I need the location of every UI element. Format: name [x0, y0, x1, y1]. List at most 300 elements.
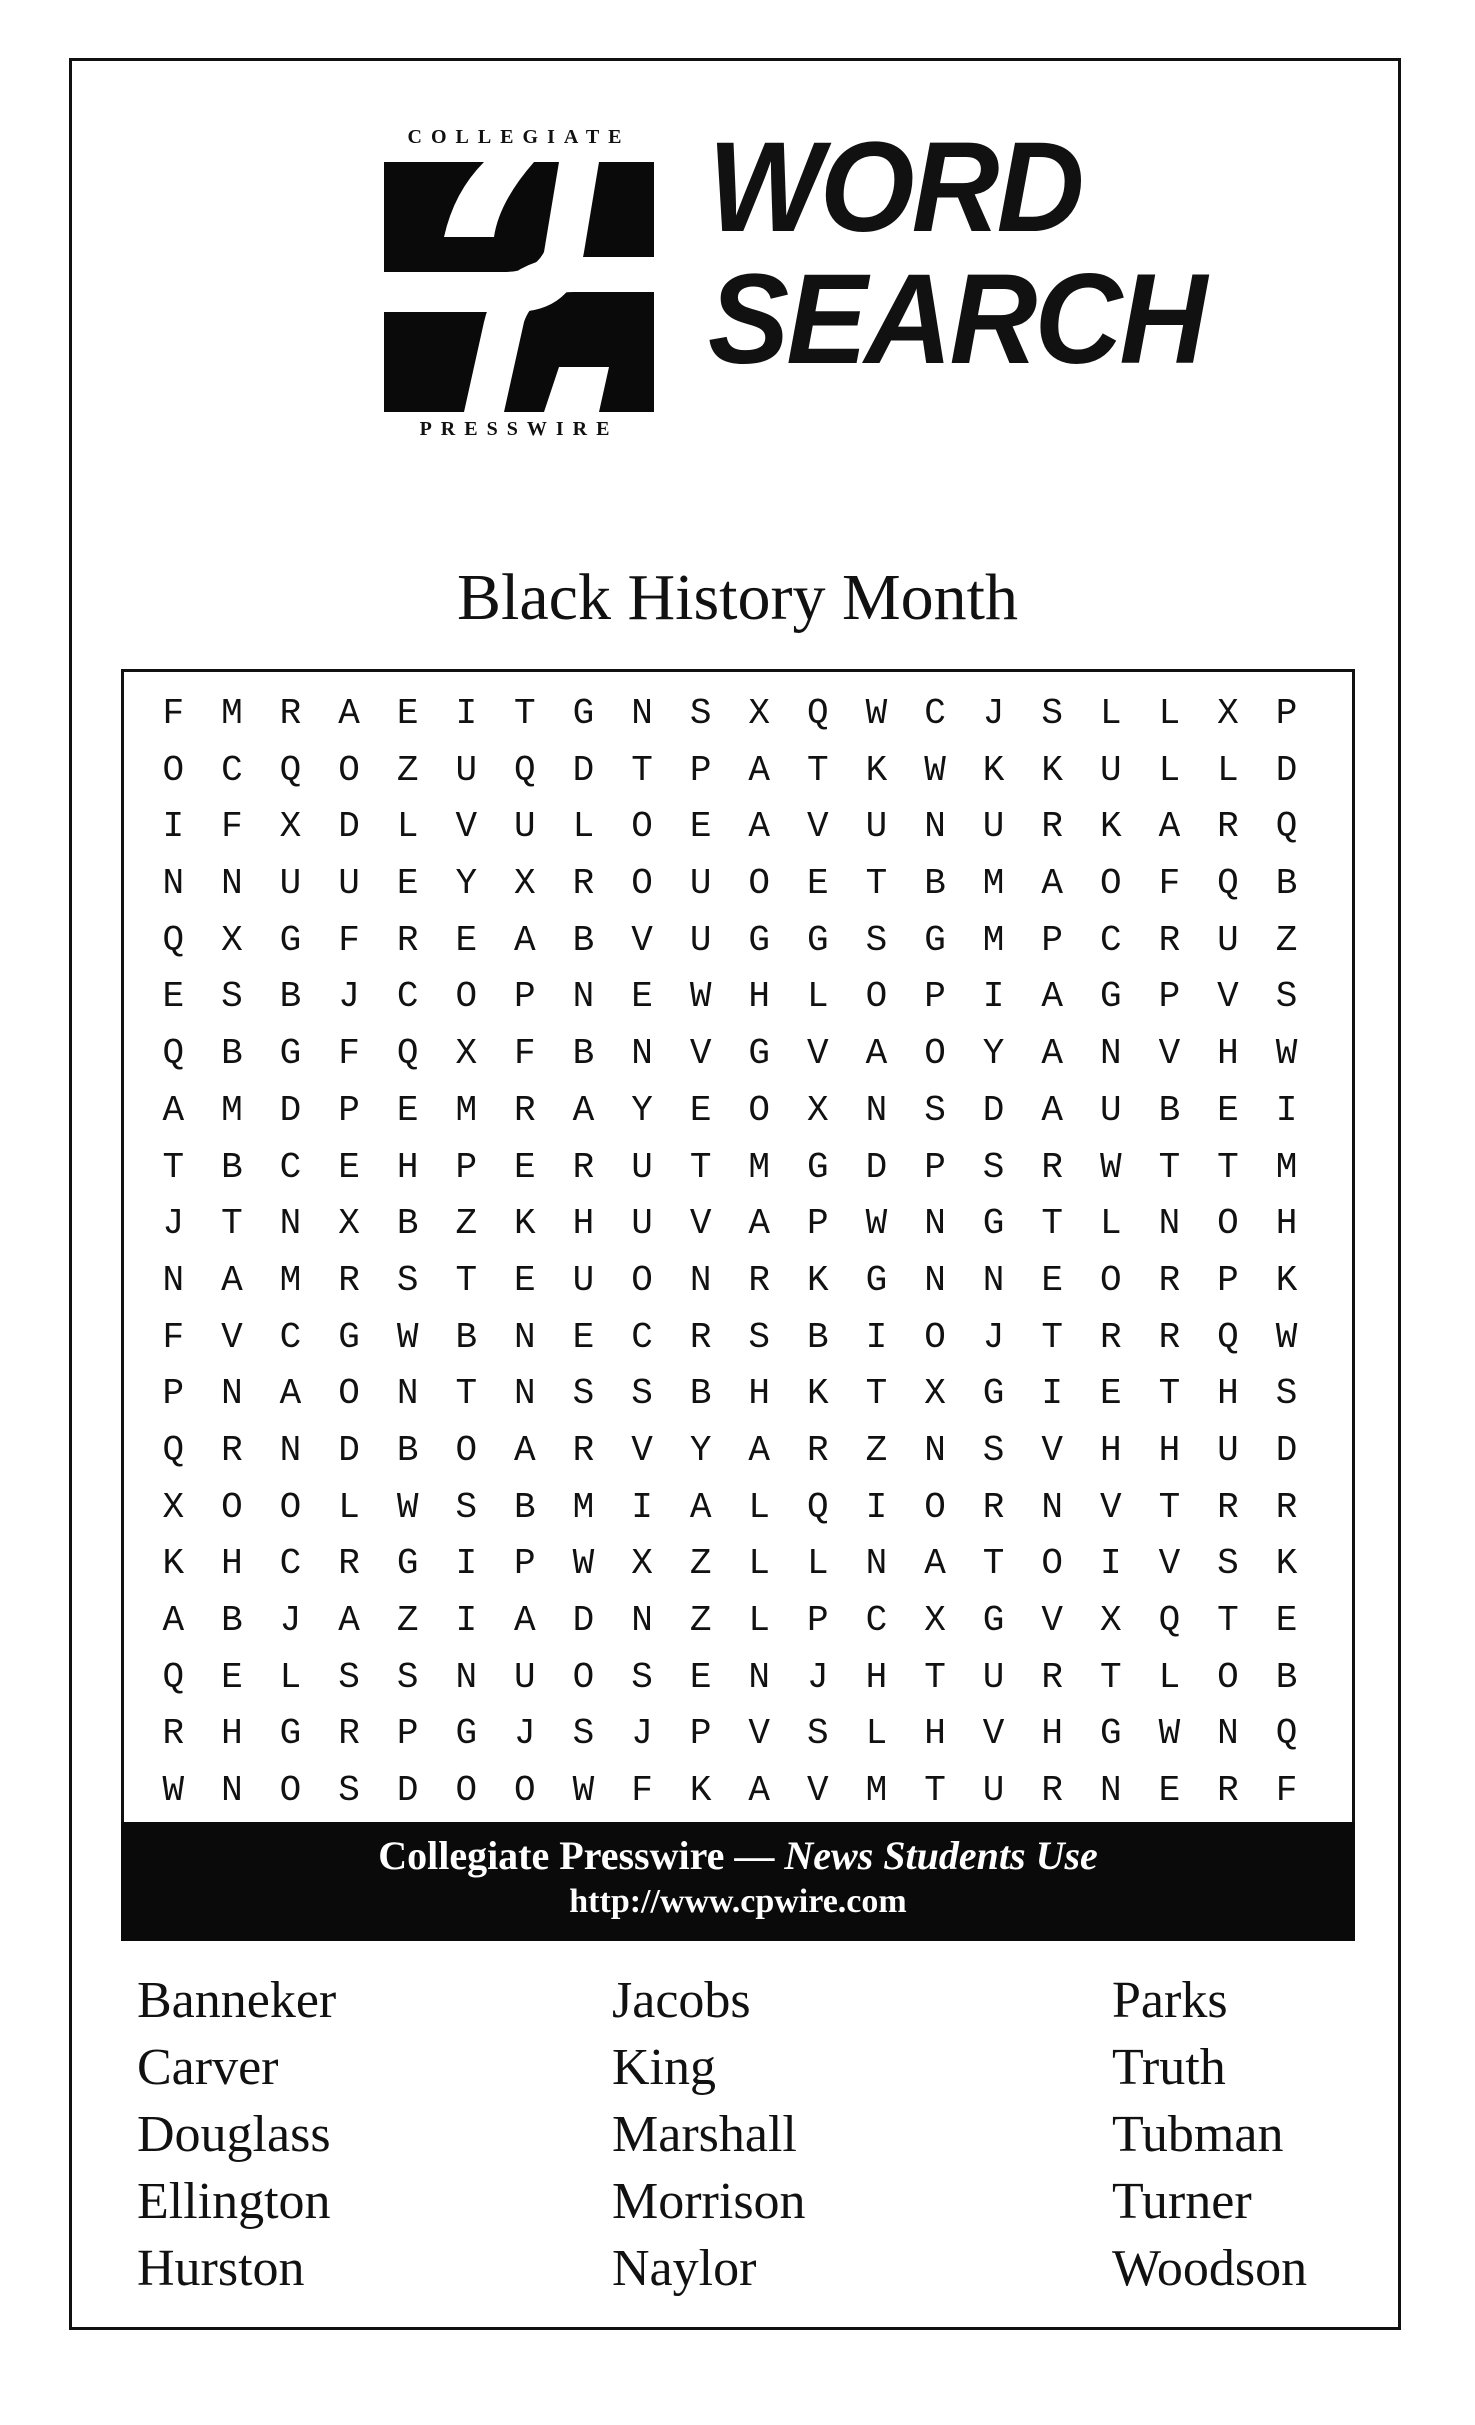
grid-letter[interactable]: X [631, 1543, 653, 1585]
grid-letter[interactable]: H [1217, 1033, 1239, 1075]
grid-letter[interactable]: Q [1275, 806, 1298, 848]
grid-letter[interactable]: T [689, 1146, 712, 1188]
grid-letter[interactable]: T [924, 1770, 946, 1812]
grid-letter[interactable]: U [1099, 1089, 1122, 1131]
grid-letter[interactable]: X [162, 1486, 185, 1528]
grid-letter[interactable]: P [514, 976, 536, 1018]
grid-letter[interactable]: W [1275, 1033, 1298, 1075]
grid-letter[interactable]: S [396, 1259, 419, 1301]
grid-letter[interactable]: L [1217, 749, 1239, 791]
grid-letter[interactable]: Q [396, 1033, 419, 1075]
grid-letter[interactable]: R [162, 1713, 185, 1755]
grid-letter[interactable]: O [748, 863, 771, 905]
grid-letter[interactable]: L [572, 806, 595, 848]
grid-letter[interactable]: V [807, 1770, 829, 1812]
grid-letter[interactable]: T [1158, 1373, 1181, 1415]
grid-letter[interactable]: N [748, 1656, 771, 1698]
grid-letter[interactable]: R [1041, 1146, 1063, 1188]
grid-letter[interactable]: F [1275, 1770, 1298, 1812]
grid-letter[interactable]: G [807, 919, 829, 961]
grid-letter[interactable]: W [572, 1543, 595, 1585]
grid-letter[interactable]: O [1217, 1656, 1239, 1698]
grid-letter[interactable]: W [865, 1203, 888, 1245]
grid-letter[interactable]: V [455, 806, 478, 848]
grid-letter[interactable]: W [689, 976, 712, 1018]
grid-letter[interactable]: E [631, 976, 653, 1018]
grid-letter[interactable]: P [1275, 693, 1298, 734]
grid-letter[interactable]: N [924, 1259, 946, 1301]
grid-letter[interactable]: U [1217, 1429, 1239, 1471]
grid-letter[interactable]: A [1041, 1033, 1063, 1075]
grid-letter[interactable]: H [1099, 1429, 1122, 1471]
grid-letter[interactable]: Y [982, 1033, 1005, 1075]
grid-letter[interactable]: N [865, 1543, 888, 1585]
grid-letter[interactable]: P [924, 976, 946, 1018]
grid-letter[interactable]: C [279, 1146, 302, 1188]
grid-letter[interactable]: R [338, 1713, 360, 1755]
grid-letter[interactable]: S [865, 919, 888, 961]
grid-letter[interactable]: A [221, 1259, 243, 1301]
grid-letter[interactable]: U [279, 863, 302, 905]
grid-letter[interactable]: T [1158, 1486, 1181, 1528]
grid-letter[interactable]: X [1099, 1600, 1122, 1641]
grid-letter[interactable]: K [807, 1373, 829, 1415]
grid-letter[interactable]: D [1275, 749, 1298, 791]
grid-letter[interactable]: D [338, 806, 360, 848]
grid-letter[interactable]: A [572, 1089, 595, 1131]
grid-letter[interactable]: H [748, 976, 771, 1018]
grid-letter[interactable]: B [572, 1033, 595, 1075]
grid-letter[interactable]: I [455, 1543, 478, 1585]
grid-letter[interactable]: A [924, 1543, 946, 1585]
grid-letter[interactable]: E [689, 1089, 712, 1131]
grid-letter[interactable]: H [572, 1203, 595, 1245]
grid-letter[interactable]: B [396, 1203, 419, 1245]
grid-letter[interactable]: O [455, 1429, 478, 1471]
grid-letter[interactable]: N [396, 1373, 419, 1415]
grid-letter[interactable]: N [1041, 1486, 1063, 1528]
grid-letter[interactable]: O [279, 1486, 302, 1528]
grid-letter[interactable]: R [689, 1316, 712, 1358]
grid-letter[interactable]: X [748, 693, 771, 734]
grid-letter[interactable]: A [689, 1486, 712, 1528]
grid-letter[interactable]: Z [865, 1429, 888, 1471]
grid-letter[interactable]: K [865, 749, 888, 791]
grid-letter[interactable]: R [1158, 1316, 1181, 1358]
grid-letter[interactable]: P [455, 1146, 478, 1188]
grid-letter[interactable]: U [689, 863, 712, 905]
grid-letter[interactable]: N [279, 1429, 302, 1471]
grid-letter[interactable]: N [455, 1656, 478, 1698]
grid-letter[interactable]: P [689, 1713, 712, 1755]
grid-letter[interactable]: O [924, 1486, 946, 1528]
grid-letter[interactable]: L [1158, 1656, 1181, 1698]
grid-letter[interactable]: E [1275, 1600, 1298, 1641]
grid-letter[interactable]: J [982, 693, 1005, 734]
grid-letter[interactable]: D [865, 1146, 888, 1188]
grid-letter[interactable]: S [1275, 1373, 1298, 1415]
grid-letter[interactable]: P [396, 1713, 419, 1755]
grid-letter[interactable]: M [982, 863, 1005, 905]
grid-letter[interactable]: W [396, 1316, 419, 1358]
grid-letter[interactable]: A [748, 806, 771, 848]
grid-letter[interactable]: T [1041, 1316, 1063, 1358]
grid-letter[interactable]: C [1099, 919, 1122, 961]
grid-letter[interactable]: F [1158, 863, 1181, 905]
grid-letter[interactable]: Z [689, 1543, 712, 1585]
grid-letter[interactable]: Z [396, 749, 419, 791]
grid-letter[interactable]: S [982, 1429, 1005, 1471]
grid-letter[interactable]: F [162, 693, 185, 734]
grid-letter[interactable]: G [572, 693, 595, 734]
grid-letter[interactable]: T [455, 1259, 478, 1301]
grid-letter[interactable]: O [221, 1486, 243, 1528]
grid-letter[interactable]: O [924, 1316, 946, 1358]
grid-letter[interactable]: L [1099, 693, 1122, 734]
grid-letter[interactable]: D [572, 749, 595, 791]
grid-letter[interactable]: N [162, 1259, 185, 1301]
grid-letter[interactable]: D [396, 1770, 419, 1812]
grid-letter[interactable]: O [162, 749, 185, 791]
grid-letter[interactable]: S [1275, 976, 1298, 1018]
grid-letter[interactable]: E [396, 863, 419, 905]
grid-letter[interactable]: V [1041, 1429, 1063, 1471]
grid-letter[interactable]: L [1158, 749, 1181, 791]
grid-letter[interactable]: D [279, 1089, 302, 1131]
grid-letter[interactable]: M [748, 1146, 771, 1188]
grid-letter[interactable]: L [338, 1486, 360, 1528]
grid-letter[interactable]: V [1041, 1600, 1063, 1641]
grid-letter[interactable]: E [1099, 1373, 1122, 1415]
grid-letter[interactable]: C [396, 976, 419, 1018]
grid-letter[interactable]: U [1217, 919, 1239, 961]
grid-letter[interactable]: X [924, 1600, 946, 1641]
grid-letter[interactable]: E [807, 863, 829, 905]
grid-letter[interactable]: C [631, 1316, 653, 1358]
grid-letter[interactable]: F [162, 1316, 185, 1358]
grid-letter[interactable]: K [1275, 1543, 1298, 1585]
grid-letter[interactable]: U [1099, 749, 1122, 791]
grid-letter[interactable]: A [1041, 976, 1063, 1018]
grid-letter[interactable]: Q [514, 749, 536, 791]
grid-letter[interactable]: E [572, 1316, 595, 1358]
grid-letter[interactable]: S [455, 1486, 478, 1528]
grid-letter[interactable]: L [807, 1543, 829, 1585]
grid-letter[interactable]: W [1099, 1146, 1122, 1188]
grid-letter[interactable]: G [279, 919, 302, 961]
grid-letter[interactable]: Q [1275, 1713, 1298, 1755]
grid-letter[interactable]: A [338, 1600, 360, 1641]
grid-letter[interactable]: V [1099, 1486, 1122, 1528]
grid-letter[interactable]: J [807, 1656, 829, 1698]
grid-letter[interactable]: G [279, 1033, 302, 1075]
grid-letter[interactable]: I [865, 1316, 888, 1358]
grid-letter[interactable]: K [1275, 1259, 1298, 1301]
grid-letter[interactable]: R [1275, 1486, 1298, 1528]
grid-letter[interactable]: J [279, 1600, 302, 1641]
grid-letter[interactable]: T [982, 1543, 1005, 1585]
grid-letter[interactable]: O [1217, 1203, 1239, 1245]
grid-letter[interactable]: X [221, 919, 243, 961]
grid-letter[interactable]: K [1041, 749, 1063, 791]
grid-letter[interactable]: R [1217, 806, 1239, 848]
grid-letter[interactable]: V [1158, 1033, 1181, 1075]
grid-letter[interactable]: I [1099, 1543, 1122, 1585]
grid-letter[interactable]: L [748, 1486, 771, 1528]
grid-letter[interactable]: N [631, 1033, 653, 1075]
grid-letter[interactable]: O [631, 863, 653, 905]
grid-letter[interactable]: E [338, 1146, 360, 1188]
grid-letter[interactable]: I [455, 693, 478, 734]
grid-letter[interactable]: N [1217, 1713, 1239, 1755]
grid-letter[interactable]: A [1041, 1089, 1063, 1131]
grid-letter[interactable]: P [924, 1146, 946, 1188]
grid-letter[interactable]: E [162, 976, 185, 1018]
grid-letter[interactable]: M [982, 919, 1005, 961]
grid-letter[interactable]: D [1275, 1429, 1298, 1471]
grid-letter[interactable]: S [338, 1770, 360, 1812]
grid-letter[interactable]: T [1217, 1146, 1239, 1188]
grid-letter[interactable]: V [631, 919, 653, 961]
grid-letter[interactable]: H [1158, 1429, 1181, 1471]
grid-letter[interactable]: N [221, 1770, 243, 1812]
grid-letter[interactable]: O [865, 976, 888, 1018]
grid-letter[interactable]: N [514, 1316, 536, 1358]
grid-letter[interactable]: H [924, 1713, 946, 1755]
grid-letter[interactable]: V [982, 1713, 1005, 1755]
grid-letter[interactable]: B [807, 1316, 829, 1358]
grid-letter[interactable]: T [631, 749, 653, 791]
grid-letter[interactable]: C [279, 1543, 302, 1585]
grid-letter[interactable]: I [1041, 1373, 1063, 1415]
grid-letter[interactable]: G [982, 1203, 1005, 1245]
grid-letter[interactable]: W [572, 1770, 595, 1812]
grid-letter[interactable]: E [514, 1146, 536, 1188]
grid-letter[interactable]: C [221, 749, 243, 791]
grid-letter[interactable]: Q [162, 919, 185, 961]
grid-letter[interactable]: R [1217, 1486, 1239, 1528]
grid-letter[interactable]: E [689, 806, 712, 848]
grid-letter[interactable]: G [455, 1713, 478, 1755]
grid-letter[interactable]: A [748, 749, 771, 791]
grid-letter[interactable]: P [807, 1203, 829, 1245]
grid-letter[interactable]: F [631, 1770, 653, 1812]
grid-letter[interactable]: A [514, 1600, 536, 1641]
grid-letter[interactable]: G [396, 1543, 419, 1585]
grid-letter[interactable]: U [631, 1203, 653, 1245]
grid-letter[interactable]: S [631, 1656, 653, 1698]
grid-letter[interactable]: B [1275, 863, 1298, 905]
grid-letter[interactable]: A [1041, 863, 1063, 905]
grid-letter[interactable]: L [807, 976, 829, 1018]
grid-letter[interactable]: A [514, 919, 536, 961]
grid-letter[interactable]: R [396, 919, 419, 961]
grid-letter[interactable]: H [221, 1543, 243, 1585]
grid-letter[interactable]: A [279, 1373, 302, 1415]
grid-letter[interactable]: N [865, 1089, 888, 1131]
grid-letter[interactable]: S [572, 1713, 595, 1755]
grid-letter[interactable]: Q [1217, 1316, 1239, 1358]
grid-letter[interactable]: M [221, 1089, 243, 1131]
grid-letter[interactable]: N [982, 1259, 1005, 1301]
grid-letter[interactable]: K [514, 1203, 536, 1245]
grid-letter[interactable]: T [1099, 1656, 1122, 1698]
grid-letter[interactable]: H [1041, 1713, 1063, 1755]
grid-letter[interactable]: G [982, 1373, 1005, 1415]
grid-letter[interactable]: N [221, 1373, 243, 1415]
grid-letter[interactable]: H [221, 1713, 243, 1755]
grid-letter[interactable]: F [338, 919, 360, 961]
grid-letter[interactable]: O [279, 1770, 302, 1812]
grid-letter[interactable]: H [748, 1373, 771, 1415]
grid-letter[interactable]: Z [1275, 919, 1298, 961]
grid-letter[interactable]: R [1158, 1259, 1181, 1301]
grid-letter[interactable]: T [807, 749, 829, 791]
grid-letter[interactable]: V [807, 1033, 829, 1075]
grid-letter[interactable]: E [514, 1259, 536, 1301]
grid-letter[interactable]: S [748, 1316, 771, 1358]
grid-letter[interactable]: P [807, 1600, 829, 1641]
grid-letter[interactable]: O [631, 806, 653, 848]
grid-letter[interactable]: M [572, 1486, 595, 1528]
grid-letter[interactable]: T [924, 1656, 946, 1698]
grid-letter[interactable]: F [338, 1033, 360, 1075]
grid-letter[interactable]: P [514, 1543, 536, 1585]
grid-letter[interactable]: O [748, 1089, 771, 1131]
grid-letter[interactable]: G [338, 1316, 360, 1358]
grid-letter[interactable]: C [279, 1316, 302, 1358]
grid-letter[interactable]: T [514, 693, 536, 734]
grid-letter[interactable]: S [221, 976, 243, 1018]
grid-letter[interactable]: L [748, 1543, 771, 1585]
grid-letter[interactable]: D [572, 1600, 595, 1641]
grid-letter[interactable]: P [162, 1373, 185, 1415]
grid-letter[interactable]: B [221, 1600, 243, 1641]
grid-letter[interactable]: F [514, 1033, 536, 1075]
grid-letter[interactable]: K [982, 749, 1005, 791]
grid-letter[interactable]: N [1099, 1033, 1122, 1075]
grid-letter[interactable]: L [396, 806, 419, 848]
grid-letter[interactable]: K [162, 1543, 185, 1585]
grid-letter[interactable]: V [631, 1429, 653, 1471]
grid-letter[interactable]: Q [1158, 1600, 1181, 1641]
grid-letter[interactable]: B [455, 1316, 478, 1358]
grid-letter[interactable]: G [982, 1600, 1005, 1641]
grid-letter[interactable]: R [982, 1486, 1005, 1528]
grid-letter[interactable]: J [338, 976, 360, 1018]
grid-letter[interactable]: P [1217, 1259, 1239, 1301]
grid-letter[interactable]: U [514, 1656, 536, 1698]
grid-letter[interactable]: U [514, 806, 536, 848]
grid-letter[interactable]: V [689, 1033, 712, 1075]
grid-letter[interactable]: I [631, 1486, 653, 1528]
grid-letter[interactable]: B [572, 919, 595, 961]
grid-letter[interactable]: A [865, 1033, 888, 1075]
grid-letter[interactable]: R [572, 1429, 595, 1471]
grid-letter[interactable]: O [924, 1033, 946, 1075]
grid-letter[interactable]: Q [807, 693, 829, 734]
grid-letter[interactable]: Z [455, 1203, 478, 1245]
grid-letter[interactable]: T [865, 863, 888, 905]
grid-letter[interactable]: A [162, 1600, 185, 1641]
grid-letter[interactable]: G [1099, 1713, 1122, 1755]
grid-letter[interactable]: R [514, 1089, 536, 1131]
grid-letter[interactable]: G [748, 919, 771, 961]
grid-letter[interactable]: S [572, 1373, 595, 1415]
grid-letter[interactable]: R [1099, 1316, 1122, 1358]
grid-letter[interactable]: U [572, 1259, 595, 1301]
grid-letter[interactable]: O [455, 1770, 478, 1812]
grid-letter[interactable]: P [1041, 919, 1063, 961]
grid-letter[interactable]: B [1275, 1656, 1298, 1698]
grid-letter[interactable]: Z [689, 1600, 712, 1641]
grid-letter[interactable]: G [924, 919, 946, 961]
grid-letter[interactable]: S [982, 1146, 1005, 1188]
grid-letter[interactable]: V [1217, 976, 1239, 1018]
grid-letter[interactable]: X [338, 1203, 360, 1245]
grid-letter[interactable]: N [162, 863, 185, 905]
grid-letter[interactable]: X [279, 806, 302, 848]
grid-letter[interactable]: E [396, 1089, 419, 1131]
grid-letter[interactable]: I [1275, 1089, 1298, 1131]
grid-letter[interactable]: S [396, 1656, 419, 1698]
grid-letter[interactable]: I [455, 1600, 478, 1641]
grid-letter[interactable]: W [396, 1486, 419, 1528]
grid-letter[interactable]: W [924, 749, 946, 791]
grid-letter[interactable]: I [982, 976, 1005, 1018]
grid-letter[interactable]: Z [396, 1600, 419, 1641]
grid-letter[interactable]: H [865, 1656, 888, 1698]
grid-letter[interactable]: A [748, 1770, 771, 1812]
grid-letter[interactable]: G [807, 1146, 829, 1188]
grid-letter[interactable]: P [689, 749, 712, 791]
grid-letter[interactable]: E [1217, 1089, 1239, 1131]
grid-letter[interactable]: R [1041, 1656, 1063, 1698]
grid-letter[interactable]: R [1041, 1770, 1063, 1812]
grid-letter[interactable]: C [924, 693, 946, 734]
grid-letter[interactable]: E [455, 919, 478, 961]
grid-letter[interactable]: S [689, 693, 712, 734]
grid-letter[interactable]: V [221, 1316, 243, 1358]
grid-letter[interactable]: U [689, 919, 712, 961]
grid-letter[interactable]: E [1158, 1770, 1181, 1812]
grid-letter[interactable]: M [279, 1259, 302, 1301]
grid-letter[interactable]: H [396, 1146, 419, 1188]
grid-letter[interactable]: I [865, 1486, 888, 1528]
grid-letter[interactable]: M [1275, 1146, 1298, 1188]
grid-letter[interactable]: I [162, 806, 185, 848]
grid-letter[interactable]: O [514, 1770, 536, 1812]
grid-letter[interactable]: T [1217, 1600, 1239, 1641]
grid-letter[interactable]: U [338, 863, 360, 905]
grid-letter[interactable]: B [514, 1486, 536, 1528]
grid-letter[interactable]: Q [162, 1429, 185, 1471]
grid-letter[interactable]: S [631, 1373, 653, 1415]
grid-letter[interactable]: O [631, 1259, 653, 1301]
grid-letter[interactable]: Y [455, 863, 478, 905]
grid-letter[interactable]: N [924, 1429, 946, 1471]
grid-letter[interactable]: G [865, 1259, 888, 1301]
grid-letter[interactable]: U [865, 806, 888, 848]
grid-letter[interactable]: P [338, 1089, 360, 1131]
grid-letter[interactable]: B [1158, 1089, 1181, 1131]
grid-letter[interactable]: X [514, 863, 536, 905]
grid-letter[interactable]: L [1158, 693, 1181, 734]
grid-letter[interactable]: W [1158, 1713, 1181, 1755]
grid-letter[interactable]: W [162, 1770, 185, 1812]
grid-letter[interactable]: G [748, 1033, 771, 1075]
banner-url[interactable]: http://www.cpwire.com [569, 1883, 907, 1920]
